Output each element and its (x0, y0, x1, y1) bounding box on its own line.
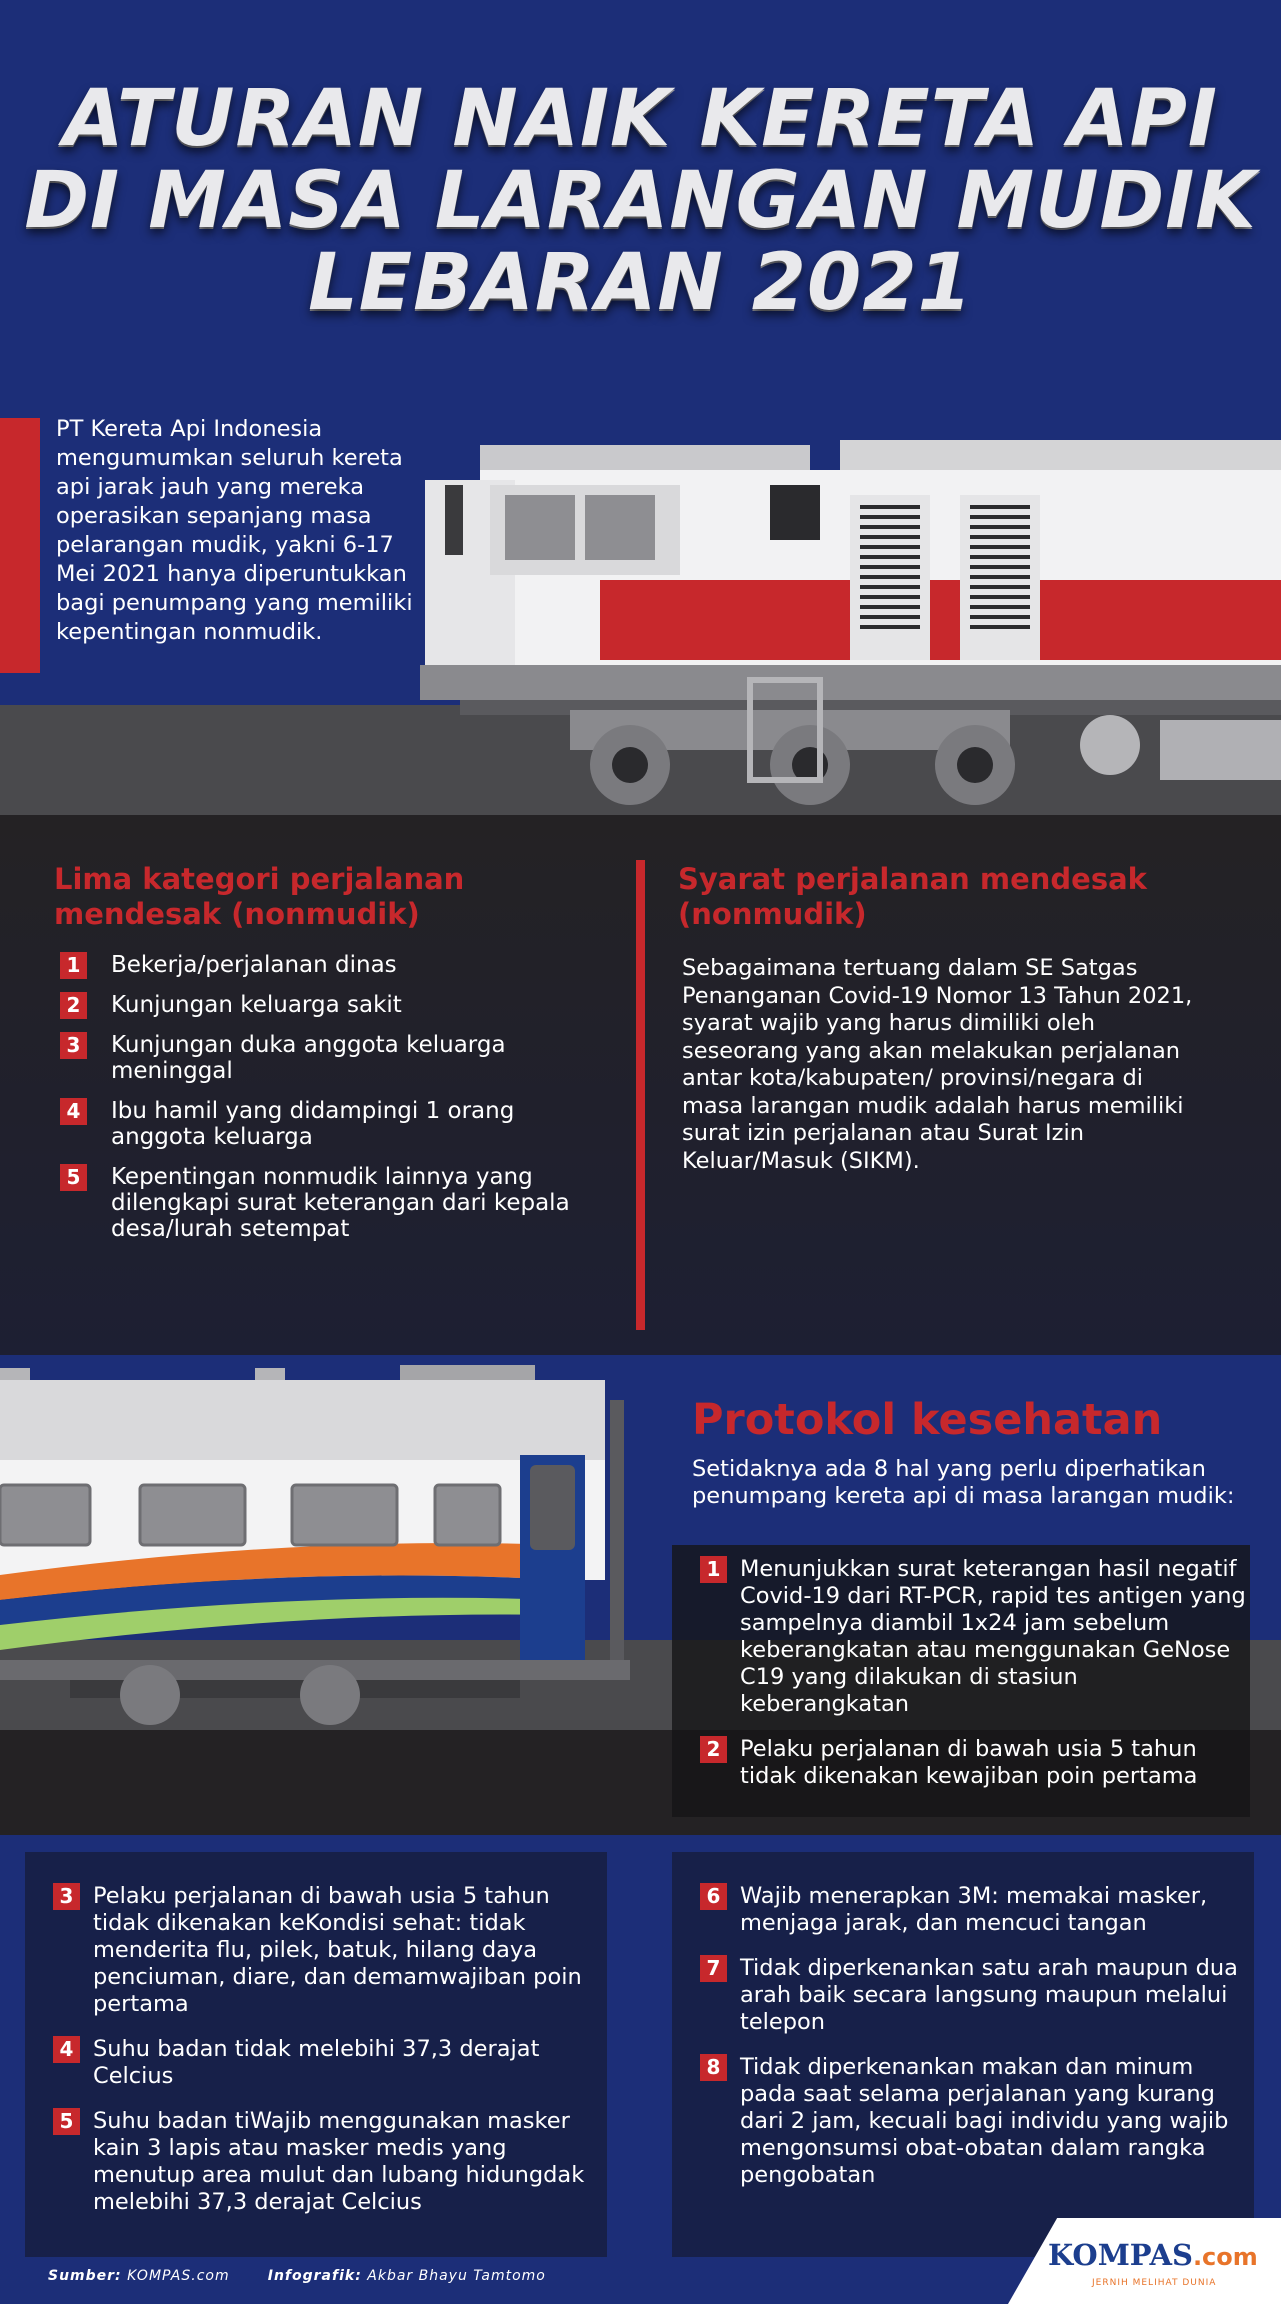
number-badge: 4 (60, 1098, 87, 1125)
protokol-list-left (25, 1883, 607, 2234)
number-badge: 1 (700, 1556, 727, 1583)
logo-name: KOMPAS (1048, 2238, 1193, 2272)
number-badge: 3 (60, 1032, 87, 1059)
list-item (25, 1883, 607, 2018)
number-badge: 2 (60, 992, 87, 1019)
kategori-heading: Lima kategori perjalanan mendesak (nonmudik) (54, 862, 465, 931)
sumber-value: KOMPAS.com (127, 2268, 230, 2284)
list-item-text: Tidak diperkenankan satu arah maupun dua arah baik secara langsung maupun melalui telepon (740, 1955, 1238, 2035)
number-badge: 4 (53, 2036, 80, 2063)
number-badge: 5 (60, 1164, 87, 1191)
list-item (25, 2108, 607, 2216)
intro-text: PT Kereta Api Indonesia mengumumkan seluruh kereta api jarak jauh yang mereka operasikan sepanjang masa pelarangan mudik, yakni 6-17 Mei 2021 hanya diperuntukkan bagi penumpang yang memiliki kepentingan nonmudik. (56, 416, 413, 645)
list-item-text: Suhu badan tidak melebihi 37,3 derajat Celcius (93, 2036, 540, 2089)
syarat-heading: Syarat perjalanan mendesak (nonmudik) (678, 862, 1147, 931)
kompas-logo (1048, 2238, 1258, 2272)
intro-accent-bar (0, 418, 40, 673)
protokol-heading: Protokol kesehatan (692, 1395, 1163, 1445)
infografik-label: Infografik: (267, 2268, 362, 2284)
list-item (56, 952, 576, 978)
list-item (672, 1955, 1250, 2036)
number-badge: 6 (700, 1883, 727, 1910)
logo-tagline: JERNIH MELIHAT DUNIA (1092, 2278, 1217, 2288)
list-item-text: Menunjukkan surat keterangan hasil negatif Covid-19 dari RT-PCR, rapid tes antigen yang sampelnya diambil 1x24 jam sebelum keberangkatan atau menggunakan GeNose C19 yang dilakukan di stasiun keberangkatan (740, 1556, 1246, 1717)
list-item (56, 992, 576, 1018)
list-item-text: Bekerja/perjalanan dinas (111, 952, 397, 978)
list-item-text: Kunjungan keluarga sakit (111, 992, 402, 1018)
list-item (672, 1736, 1250, 1790)
infografik-value: Akbar Bhayu Tamtomo (367, 2268, 546, 2284)
list-item (672, 2054, 1250, 2189)
list-item (672, 1883, 1250, 1937)
list-item-text: Suhu badan tiWajib menggunakan masker kain 3 lapis atau masker medis yang menutup area mulut dan lubang hidungdak melebihi 37,3 derajat Celcius (93, 2108, 585, 2215)
number-badge: 3 (53, 1883, 80, 1910)
list-item (672, 1556, 1250, 1718)
list-item-text: Wajib menerapkan 3M: memakai masker, menjaga jarak, dan mencuci tangan (740, 1883, 1208, 1936)
list-item (56, 1032, 576, 1084)
list-item (25, 2036, 607, 2090)
locomotive-illustration (420, 440, 1281, 815)
number-badge: 1 (60, 952, 87, 979)
number-badge: 8 (700, 2054, 727, 2081)
list-item-text: Kepentingan nonmudik lainnya yang dilengkapi surat keterangan dari kepala desa/lurah setempat (111, 1164, 570, 1242)
footer-credits (48, 2268, 546, 2284)
list-item-text: Kunjungan duka anggota keluarga meninggal (111, 1032, 506, 1084)
number-badge: 5 (53, 2108, 80, 2135)
number-badge: 7 (700, 1955, 727, 1982)
list-item (56, 1098, 576, 1150)
number-badge: 2 (700, 1736, 727, 1763)
protokol-list-top (672, 1556, 1250, 1808)
logo-suffix: .com (1192, 2243, 1258, 2271)
passenger-car-illustration (0, 1360, 650, 1730)
list-item-text: Pelaku perjalanan di bawah usia 5 tahun tidak dikenakan kewajiban poin pertama (740, 1736, 1198, 1789)
protokol-list-right (672, 1883, 1250, 2207)
protokol-intro: Setidaknya ada 8 hal yang perlu diperhatikan penumpang kereta api di masa larangan mudik: (692, 1456, 1235, 1509)
list-item-text: Pelaku perjalanan di bawah usia 5 tahun tidak dikenakan keKondisi sehat: tidak menderita flu, pilek, batuk, hilang daya penciuman, diare, dan demamwajiban poin pertama (93, 1883, 582, 2017)
sumber-label: Sumber: (48, 2268, 122, 2284)
kategori-list (56, 952, 576, 1256)
list-item-text: Ibu hamil yang didampingi 1 orang anggota keluarga (111, 1098, 515, 1150)
list-item-text: Tidak diperkenankan makan dan minum pada saat selama perjalanan yang kurang dari 2 jam, kecuali bagi individu yang wajib mengonsumsi obat-obatan dalam rangka pengobatan (740, 2054, 1229, 2188)
title-line-2: DI MASA LARANGAN MUDIK (24, 156, 1257, 246)
list-item (56, 1164, 576, 1242)
page-title (0, 74, 1281, 328)
title-line-1: ATURAN NAIK KERETA API (63, 74, 1218, 164)
section-divider (636, 860, 645, 1330)
title-line-3: LEBARAN 2021 (308, 238, 973, 328)
syarat-text: Sebagaimana tertuang dalam SE Satgas Penanganan Covid-19 Nomor 13 Tahun 2021, syarat wajib yang harus dimiliki oleh seseorang yang akan melakukan perjalanan antar kota/kabupaten/ provinsi/negara di masa larangan mudik adalah harus memiliki surat izin perjalanan atau Surat Izin Keluar/Masuk (SIKM). (682, 955, 1193, 1174)
